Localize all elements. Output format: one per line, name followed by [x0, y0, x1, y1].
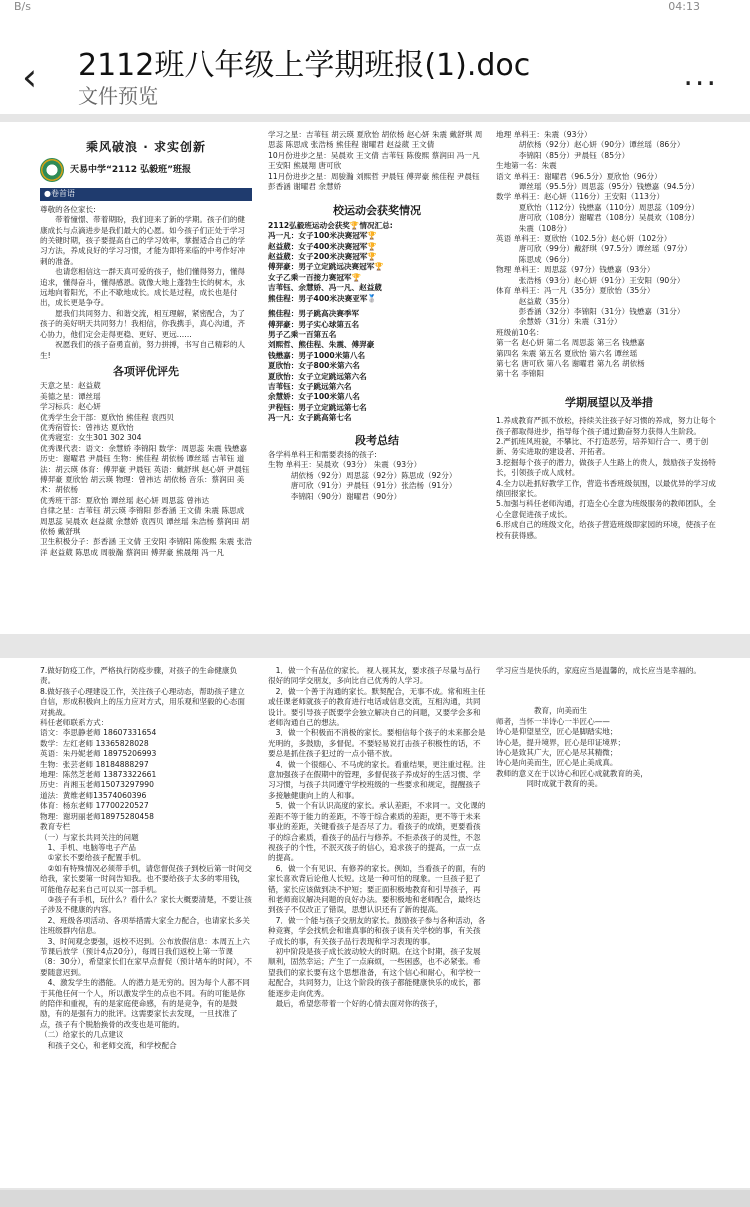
page2-line: 4、激发学生的潜能。人的潜力是无穷的。因为每个人都不同于其他任何一个人，所以激发学生的点也不同。有的可能是你的陪伴和重视，有的是家庭使命感，有的是竞争，有的是鼓励，有的是强有力的批评。这需要家长去发现，一旦找准了点，孩子有个脱胎换骨的改变也是可能的。 [40, 978, 250, 1029]
award-line: 优秀寝室：女生301 302 304 [40, 433, 142, 443]
sports-line: 尹程钰：男子立定跳远第七名 [268, 402, 367, 412]
award-line: 优秀班干部：夏欣怡 谭丝瑶 赵心妍 周思蕊 曾祎达 [40, 495, 210, 505]
section-title-exam: 段考总结 [355, 433, 399, 447]
sports-line: 冯一凡：女子100米决赛冠军🏆 [268, 231, 377, 241]
score-line: 彭香涵（32分）李锦阳（31分）钱懋嘉（31分） [496, 306, 685, 316]
award-line: 天意之星：赵益葳 [40, 381, 101, 391]
page2-line: 3、时间观念要强，返校不迟到。公布放假信息：本周五上六节课后放学（预计4点20分），每周日我们返校上第一节课（8：30分），希望家长们在家早点督促（预计堵车的时间），不要随意迟到。 [40, 936, 252, 977]
score-line: 数学 单科王：赵心妍（116分）王安阳（113分） [496, 192, 665, 202]
section-title-sports: 校运动会获奖情况 [333, 204, 421, 218]
sports-line: 熊佳程：男子跳高决赛季军 [268, 309, 360, 319]
page2-line: ③孩子有手机，玩什么？看什么？家长大概要清楚，不要让孩子涉及不健康的内容。 [40, 894, 252, 915]
star-line: 11月份进步之星：周骏瀚 刘熙哲 尹晨钰 傅羿豪 熊佳程 尹晨钰 彭香涵 谢曜君 余慧娇 [268, 171, 480, 192]
sports-line: 夏欣怡：女子800米第六名 [268, 361, 360, 371]
score-line: 陈思成（96分） [496, 254, 575, 264]
page2-line: 教育，向美而生 [496, 706, 588, 716]
exam-line: 胡依杨（92分）周思蕊（92分）陈思成（92分） [268, 470, 457, 480]
sports-line: 熊佳程：男子400米决赛亚军🥈 [268, 293, 377, 303]
award-line: 卫生积极分子：彭香涵 王文倩 王安阳 李锦阳 陈俊熙 朱震 张浩洋 赵益葳 陈思成 周骏瀚 蔡润田 傅羿豪 熊晟翔 冯一凡 [40, 537, 252, 557]
page2-line: 1．做一个有品位的家长。 视人视其友，要求孩子尽量与品行很好的同学交朋友，多向比自己优秀的人学习。 [268, 666, 481, 686]
score-line: 朱震（108分） [496, 223, 572, 233]
school-name: 天易中学“2112 弘毅班”班报 [70, 165, 192, 176]
page1-column-2 [268, 130, 486, 502]
sports-line: 吉苇钰、余慧娇、冯一凡、赵益葳 [268, 283, 382, 293]
page2-line: （一）与家长共同关注的问题 [40, 832, 139, 842]
score-line: 第七名 唐可欣 第八名 谢曜君 第九名 胡依杨 [496, 358, 645, 368]
score-line: 第一名 赵心妍 第二名 周思蕊 第三名 钱懋嘉 [496, 338, 645, 348]
score-line: 地理 单科王：朱震（93分） [496, 130, 592, 139]
sports-line: 赵益葳：女子200米决赛冠军🏆 [268, 252, 377, 262]
document-subtitle: 文件预览 [78, 84, 158, 108]
exam-line: 各学科单科王和需要表扬的孩子: [268, 449, 377, 459]
status-bar [0, 0, 750, 14]
sports-line: 刘熙哲、熊佳程、朱震、傅羿豪 [268, 340, 375, 350]
page2-line: 8.做好孩子心理建设工作，关注孩子心理动态，帮助孩子建立自信，形成积极向上的压力应对方式，用乐观和坚毅的心态面对挑战。 [40, 686, 246, 717]
preface-line: 祝愿我们的孩子奋勇直前，努力拼搏，书写自己精彩的人生! [40, 340, 246, 360]
exam-line: 生物 单科王：吴晨欢（93分） 朱震（93分） [268, 460, 422, 470]
page2-line: 英语：朱丹妮老师 18975206993 [40, 749, 157, 759]
exam-summary [268, 450, 486, 502]
sports-line: 冯一凡：女子跳高第七名 [268, 413, 352, 423]
page2-line: 诗心是仰望星空，匠心是脚踏实地； [496, 727, 618, 737]
score-line: 余慧娇（31分）朱震（31分） [496, 317, 622, 327]
page2-line: 同时成就于教育的美。 [496, 779, 603, 789]
page2-line: 2、班级各项活动、各项举措需大家全力配合，也请家长多关注班级群内信息。 [40, 915, 250, 936]
score-line: 赵益葳（35分） [496, 296, 575, 306]
outlook-line: 1.养成教育严抓不放松，持续关注孩子好习惯的养成，努力让每个孩子都取得进步，指导每个孩子通过勤奋努力获得人生阶段。 [496, 416, 716, 436]
page2-line: 历史：肖湘玉老师15073297990 [40, 780, 154, 790]
page2-line: 学习应当是快乐的，家庭应当是温馨的，成长应当是幸福的。 [496, 666, 702, 675]
award-line: 优秀课代表：语文：余慧娇 李锦阳 数学：周思蕊 朱震 钱懋嘉 历史：谢曜君 尹晨钰 生物：熊佳程 胡依杨 谭丝瑶 吉苇钰 道法：胡云瑛 体育：傅羿豪 尹晨钰 英语：戴舒琪 赵心妍 尹晨钰 傅羿豪 夏欣怡 胡云瑛 物理：曾祎达 胡依杨 音乐：蔡润田 美术：胡依杨 [40, 443, 250, 495]
document-title: 2112班八年级上学期班报(1).doc [78, 48, 531, 83]
page2-line: ②如有特殊情况必须带手机，请您督促孩子到校后第一时间交给我，家长要第一时间告知我。也不要给孩子太多的零用钱，可能他存起来自己可以买一部手机。 [40, 863, 252, 894]
score-line: 第十名 李锦阳 [496, 369, 544, 379]
award-line: 优秀宿管长：曾祎达 夏欣怡 [40, 422, 134, 432]
score-line: 体育 单科王：冯一凡（35分）夏欣怡（35分） [496, 286, 655, 296]
document-page-1[interactable] [0, 122, 750, 634]
sports-line: 吉苇钰：女子跳远第六名 [268, 381, 352, 391]
page1-column-1 [40, 130, 252, 558]
sports-line: 钱懋嘉：男子1000米第八名 [268, 350, 366, 360]
score-line: 谭丝瑶（95.5分）周思蕊（95分）钱懋嘉（94.5分） [496, 182, 699, 192]
page2-line: 4．做一个很细心、不马虎的家长。看重结果，更注重过程。注意加强孩子在假期中的管理，多督促孩子养成好的生活习惯、学习习惯，与孩子共同遵守学校班级的一些要求和规定，提醒孩子多接触健康向上的人和事。 [268, 759, 486, 800]
page2-line: 物理：谢玥丽老师18975280458 [40, 811, 154, 821]
awards-list [40, 381, 252, 558]
section-title-awards: 各项评优评先 [113, 364, 179, 378]
preface-line: 愿我们共同努力、和谐交流，相互理解，紧密配合，为了孩子的美好明天共同努力！我相信，你我携手，真心沟通，齐心协力，他们定会走得更稳、更好、更远…… [40, 308, 246, 339]
clock: 04:13 [668, 0, 700, 13]
outlook-line: 5.加强与科任老师沟通，打造全心全意为班级服务的教师团队，全心全意促进孩子成长。 [496, 499, 716, 519]
score-line: 唐可欣（108分）谢曜君（108分）吴晨欢（108分） [496, 213, 699, 223]
page2-line: 地理：陈然芝老师 13873322661 [40, 770, 157, 780]
outlook-line: 3.挖掘每个孩子的潜力，做孩子人生路上的贵人，鼓励孩子发扬特长，引领孩子成人成材。 [496, 457, 716, 478]
stars-list [268, 130, 486, 192]
back-arrow-icon[interactable]: ‹ [22, 55, 38, 99]
page2-line: 2．做一个善于沟通的家长。默契配合，无事不成。常和班主任或任课老师就孩子的教育进行电话或信息交流，互相沟通，共同设计。要引导孩子既要学会独立解决自己的问题，又要学会多和老师沟通自己的想法。 [268, 686, 486, 728]
page2-line: （二）给家长的几点建议 [40, 1030, 124, 1040]
network-speed: B/s [14, 0, 31, 13]
section-bar: ●卷首语 [40, 188, 252, 200]
score-line: 夏欣怡（112分）钱懋嘉（110分）周思蕊（109分） [496, 202, 699, 212]
sports-line: 赵益葳：女子400米决赛冠军🏆 [268, 241, 377, 251]
page2-line: 科任老师联系方式： [40, 718, 109, 728]
document-page-2[interactable] [0, 658, 750, 1188]
newsletter-banner: 乘风破浪 · 求实创新 [86, 140, 206, 154]
section-title-outlook: 学期展望以及举措 [565, 395, 653, 409]
exam-line: 李锦阳（90分）谢曜君（90分） [268, 491, 402, 501]
score-line: 张浩杨（93分）赵心妍（91分）王安阳（90分） [496, 275, 685, 285]
sports-list [268, 221, 486, 424]
score-line: 英语 单科王：夏欣怡（102.5分）赵心妍（102分） [496, 234, 672, 244]
page2-line: 和孩子交心，和老师交流，和学校配合 [40, 1040, 177, 1050]
score-line: 语文 单科王：谢曜君（96.5分）夏欣怡（96分） [496, 171, 662, 181]
page2-column-1 [40, 666, 252, 1051]
page2-line: 诗心是，提升境界，匠心是印证境界； [496, 737, 626, 747]
page2-line: 诗心是致其广大，匠心是尽其精微； [496, 748, 618, 758]
page1-column-3 [496, 130, 722, 541]
page2-line: 师者，当怀一半诗心一半匠心—— [496, 716, 610, 726]
page2-line: 7．做一个能与孩子交朋友的家长。鼓励孩子参与各种活动，各种竞赛，学会找机会和谁真事的和孩子谈有关学校的事，有关孩子成长的事，有关孩子品行表现和学习表现的事。 [268, 915, 486, 946]
page2-line: 1、手机、电脑等电子产品 [40, 842, 136, 852]
page2-line: ①家长不要给孩子配置手机。 [40, 853, 146, 863]
preview-header [0, 14, 750, 114]
exam-line: 唐可欣（91分）尹晨钰（91分）张浩杨（91分） [268, 481, 457, 491]
bottom-bar [0, 1190, 750, 1207]
page2-line: 3．做一个积极而不消极的家长。要相信每个孩子的未来都会是光明的，多鼓励，多督促。不要轻易说打击孩子积极性的话，不要总是抓住孩子犯过的一点小错不放。 [268, 728, 486, 759]
sports-line: 傅羿豪：男子立定跳远决赛冠军🏆 [268, 262, 384, 272]
star-line: 10月份进步之星：吴晨欢 王文倩 吉苇钰 陈俊熙 蔡润田 冯一凡 王安阳 熊晟翔 唐可欣 [268, 150, 480, 171]
page2-line: 体育：杨东老师 17700220527 [40, 801, 149, 811]
subject-scores [496, 130, 722, 380]
score-line: 第四名 朱震 第五名 夏欣怡 第六名 谭丝瑶 [496, 348, 638, 358]
preface-line: 尊敬的各位家长: [40, 204, 96, 214]
page2-line: 最后，希望您带着一个好的心情去面对你的孩子， [268, 999, 443, 1008]
page2-line: 6．做一个有见识、有修养的家长。例如，当看孩子的面，有的家长喜欢背后论他人长短。这是一种可怕的现象。一旦孩子犯了错，家长应该做到决不护短；要正面积极地教育和引导孩子，再和老师商议解决问题的良好办法。要积极地和老师配合，最终达到孩子不仅改正了错误，思想认识还有了新的提高。 [268, 863, 486, 915]
star-line: 学习之星：吉苇钰 胡云瑛 夏欣怡 胡依杨 赵心妍 朱震 戴舒琪 周思蕊 陈思成 张浩杨 熊佳程 谢曜君 赵益葳 王文倩 [268, 130, 483, 150]
score-line: 物理 单科王：周思蕊（97分）钱懋嘉（93分） [496, 265, 655, 275]
outlook-line: 4.全力以赴抓好教学工作，营造书香班级氛围，以最优异的学习成绩回报家长。 [496, 478, 716, 498]
school-row [40, 158, 252, 182]
score-line: 生地第一名：朱震 [496, 161, 557, 171]
school-logo-icon [40, 158, 64, 182]
sports-line: 男子乙乘一百第五名 [268, 329, 337, 339]
award-line: 学习标兵：赵心妍 [40, 402, 101, 412]
score-line: 班级前10名： [496, 327, 544, 337]
sports-line: 余慧娇：女子100米第八名 [268, 392, 360, 402]
outlook-line: 6.形成自己的班级文化，给孩子营造班级即家园的环境，使孩子在校有获得感。 [496, 520, 716, 540]
preface-line: 带着憧憬、带着期盼，我们迎来了新的学期。孩子们的健康成长与点滴进步是我们最大的心愿。如今孩子们正处于学习的关键时期，孩子要提高自己的学习效率，掌握适合自己的学习方法，养成良好的学习习惯，才能为即将来临的中考作好冲刺的准备。 [40, 215, 246, 266]
page2-line: 7.做好防疫工作，严格执行防疫步骤，对孩子的生命健康负责。 [40, 666, 238, 686]
page2-line: 初中阶段是孩子成长波动较大的时期。在这个时期，孩子发展顺利，固然幸运；产生了一点麻烦，一些困惑，也不必紧张。希望我们的家长要有这个思想准备，有这个信心和耐心，和学校一起配合，共同努力，让这个阶段的孩子都能健康快乐的成长，都能逐步走向优秀。 [268, 946, 481, 998]
preface-line: 也请您相信这一群天真可爱的孩子，他们懂得努力，懂得追求，懂得奋斗，懂得感恩。就像大地上蓬勃生长的树木，永远地向着阳光，不止不歇地成长。成长是过程，成长也是付出，成长更是争夺。 [40, 267, 246, 308]
award-line: 自律之星：吉苇钰 胡云瑛 李锦阳 彭香涵 王文倩 朱震 陈思成 周思蕊 吴晨欢 赵益葳 余慧娇 袁西贝 谭丝瑶 朱浩杨 蔡润田 胡依杨 戴舒琪 [40, 506, 250, 536]
score-line: 唐可欣（99分）戴舒琪（97.5分）谭丝瑶（97分） [496, 244, 692, 254]
page2-line: 数学：左红老师 13365828028 [40, 738, 149, 748]
page2-line: 教师的意义在于以诗心和匠心成就教育的美， [496, 768, 648, 778]
page2-column-3 [496, 666, 722, 790]
page2-column-2 [268, 666, 486, 1009]
outlook-line: 2.严抓班风班貌，不攀比、不打造恶劳，培养知行合一、勇于创新、务实进取的建设者、开拓者。 [496, 436, 709, 457]
sports-line: 女子乙乘一百接力赛冠军🏆 [268, 272, 361, 282]
page2-line: 教育专栏 [40, 822, 71, 832]
award-line: 美德之星：谭丝瑶 [40, 391, 101, 401]
page2-line: 5．做一个有认识高度的家长。承认差距，不求同一。文化课的差距不等于能力的差距，不等于综合素质的差距，更不等于未来事业的差距，关键看孩子是否尽了力。看孩子的成绩，更要看孩子的综合素质，看孩子的品行与修养。不拒杀孩子的灵性，不忽视孩子的个性，不泯灭孩子的信心，追求孩子的提高，一点一点的提高。 [268, 801, 486, 863]
sports-line: 傅羿豪：男子实心球第五名 [268, 319, 360, 329]
page2-line: 诗心是向美而生，匠心是止美成真。 [496, 758, 618, 768]
page2-line: 道法：黄维老师13574060396 [40, 790, 147, 800]
more-options-icon[interactable]: ... [683, 58, 718, 93]
preface-text [40, 205, 252, 361]
outlook-list [496, 416, 722, 541]
score-line: 胡依杨（92分）赵心妍（90分）谭丝瑶（86分） [496, 140, 685, 150]
score-line: 李锦阳（85分）尹晨钰（85分） [496, 150, 630, 160]
sports-line: 2112弘毅班运动会获奖🏆情况汇总: [268, 220, 393, 230]
page2-line: 生物：张芸老师 18184888297 [40, 759, 149, 769]
award-line: 优秀学生会干部：夏欣怡 熊佳程 袁西贝 [40, 412, 174, 422]
sports-line: 夏欣怡：女子立定跳远第六名 [268, 371, 367, 381]
page2-line: 语文：李思静老师 18607331654 [40, 728, 157, 738]
